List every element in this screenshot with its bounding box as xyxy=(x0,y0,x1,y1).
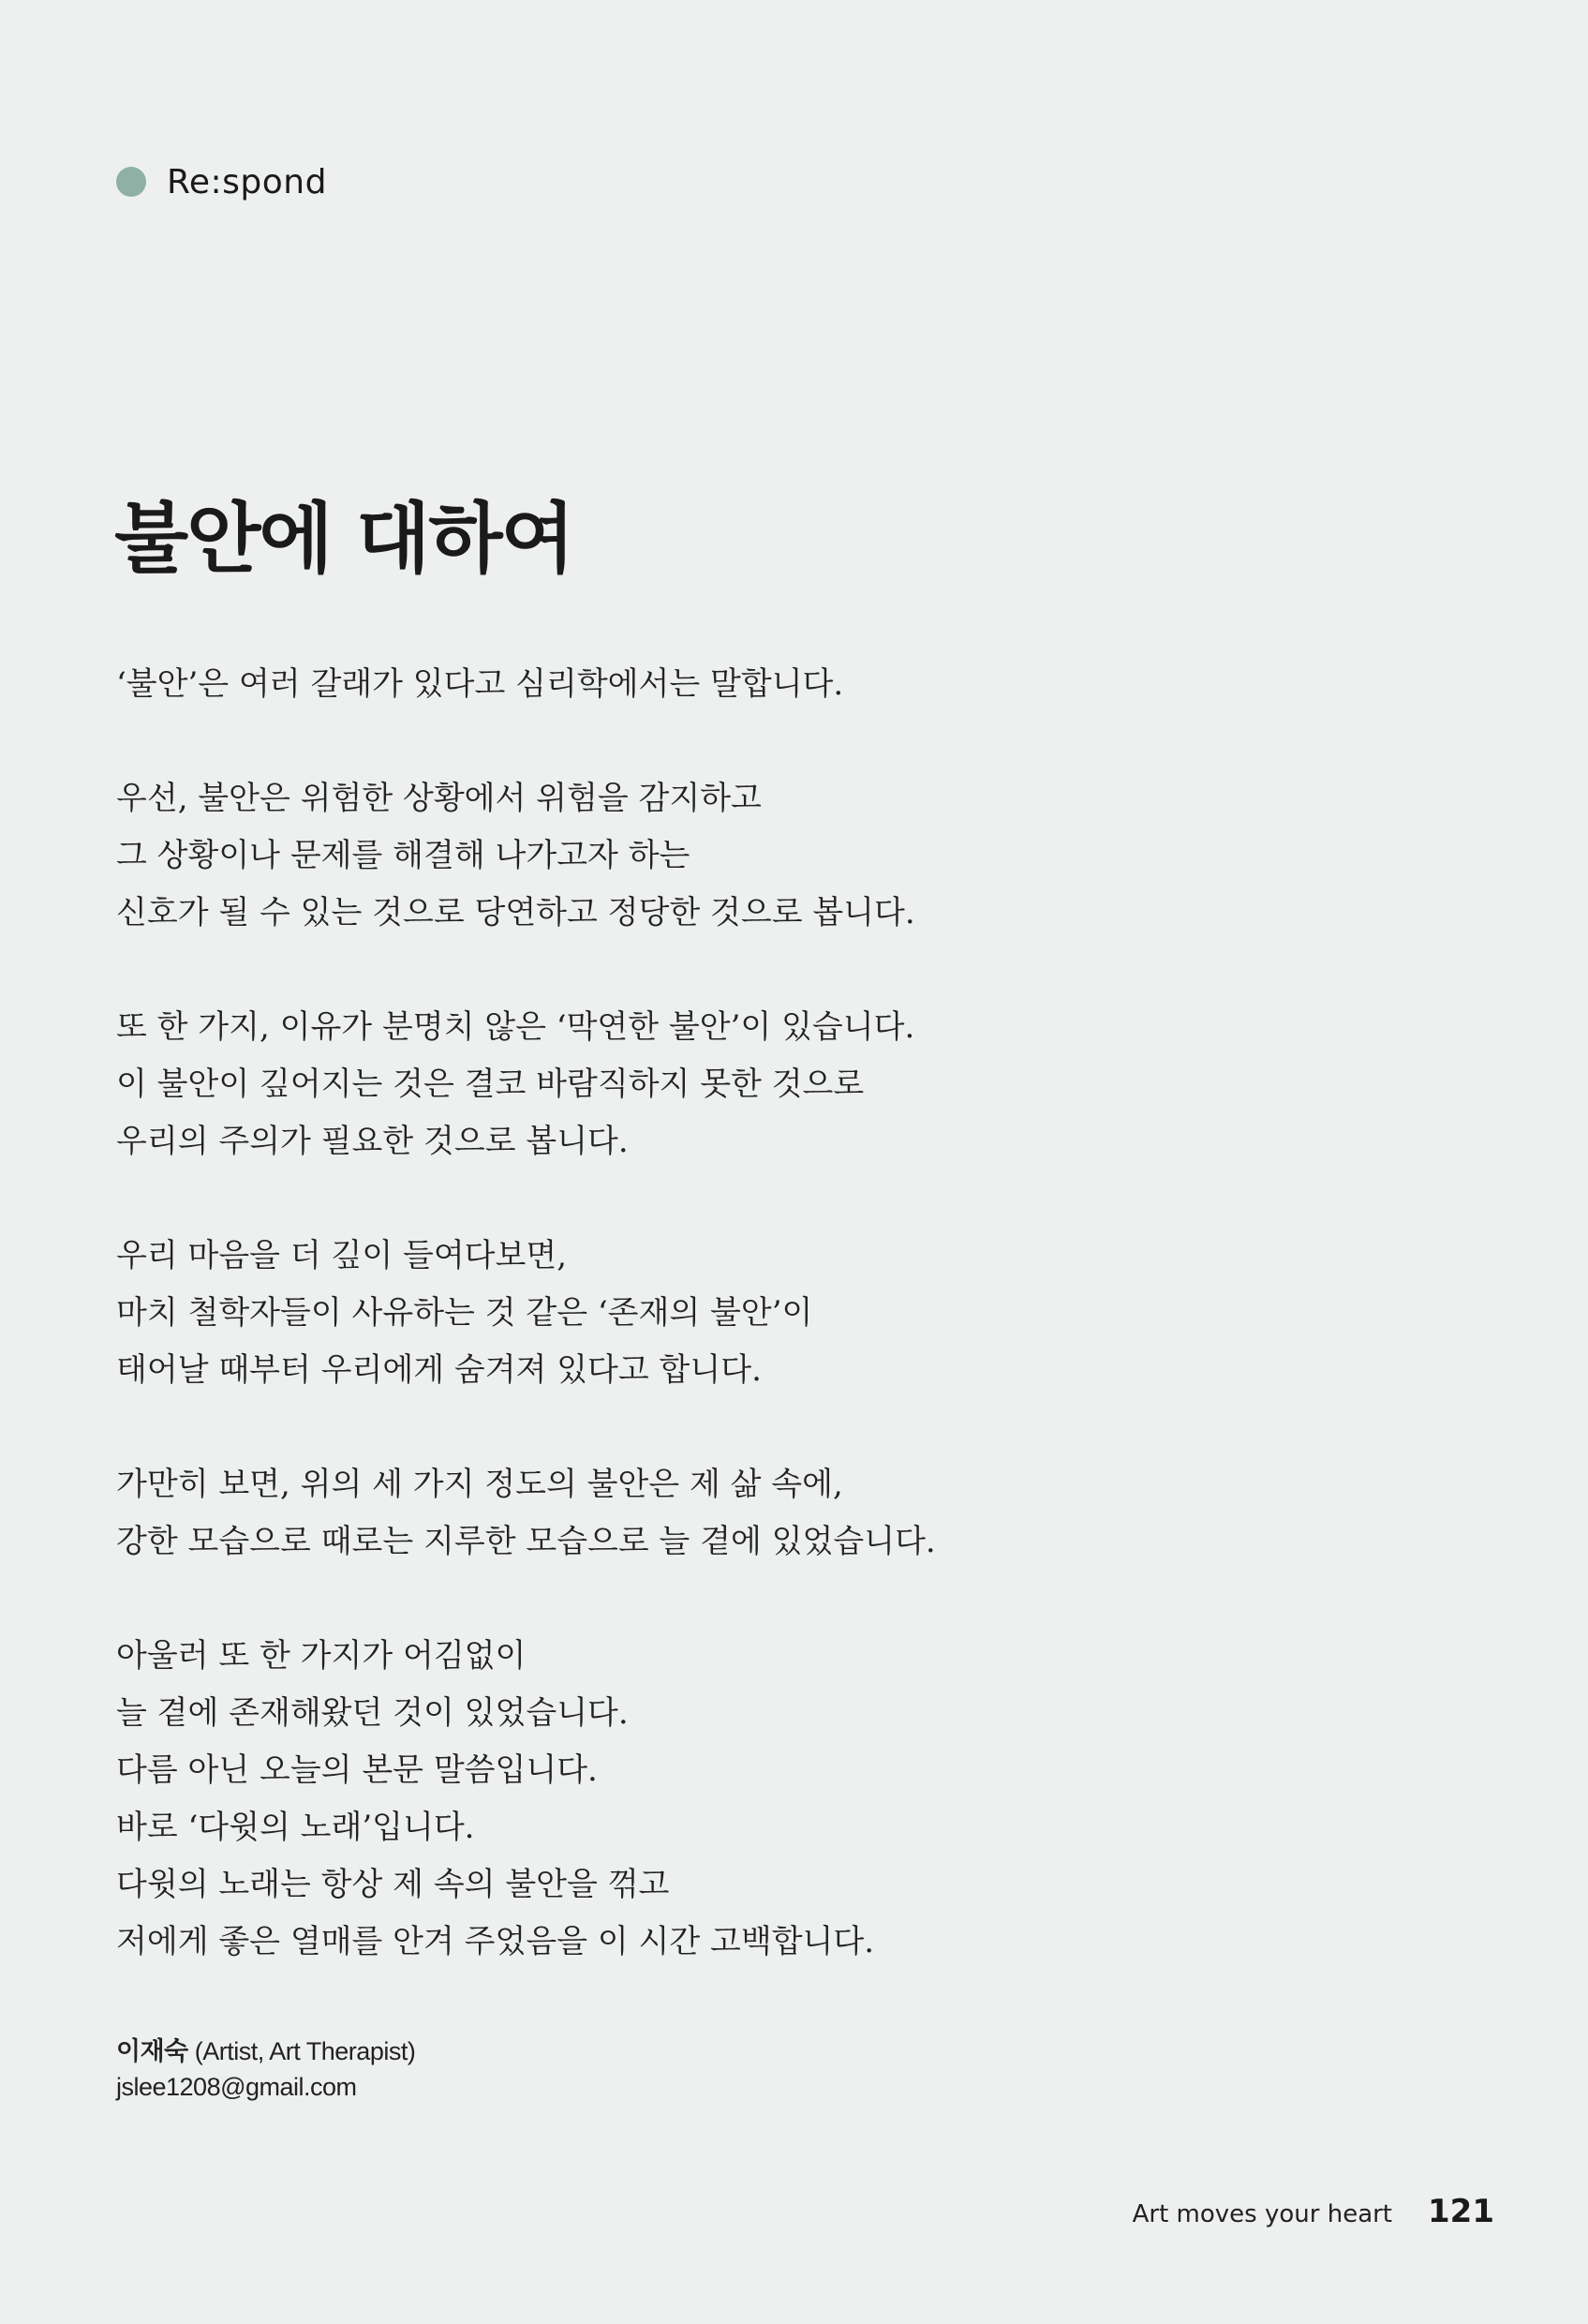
footer-tagline: Art moves your heart xyxy=(1132,2200,1393,2228)
author-byline xyxy=(116,2034,415,2105)
text-line: 또 한 가지, 이유가 분명치 않은 ‘막연한 불안’이 있습니다. xyxy=(116,1008,915,1046)
text-line: 가만히 보면, 위의 세 가지 정도의 불안은 제 삶 속에, xyxy=(116,1466,843,1503)
paragraph xyxy=(116,656,1334,713)
text-line: 다윗의 노래는 항상 제 속의 불안을 꺾고 xyxy=(116,1866,670,1903)
text-line: 늘 곁에 존재해왔던 것이 있었습니다. xyxy=(116,1694,629,1732)
text-line: 태어날 때부터 우리에게 숨겨져 있다고 합니다. xyxy=(116,1351,762,1389)
text-line: 신호가 될 수 있는 것으로 당연하고 정당한 것으로 봅니다. xyxy=(116,894,915,931)
text-line: 우선, 불안은 위험한 상황에서 위험을 감지하고 xyxy=(116,780,762,817)
page-footer xyxy=(1133,2193,1494,2230)
text-line: 다름 아닌 오늘의 본문 말씀입니다. xyxy=(116,1751,598,1789)
article-title: 불안에 대하여 xyxy=(114,494,573,584)
page-number: 121 xyxy=(1428,2193,1494,2230)
author-name: 이재숙 xyxy=(116,2037,188,2065)
text-line: 저에게 좋은 열매를 안겨 주었음을 이 시간 고백합니다. xyxy=(116,1923,875,1960)
paragraph xyxy=(116,1628,1334,1971)
text-line: 강한 모습으로 때로는 지루한 모습으로 늘 곁에 있었습니다. xyxy=(116,1523,936,1560)
section-header xyxy=(116,157,327,206)
article-body xyxy=(116,656,1334,2028)
text-line: 우리의 주의가 필요한 것으로 봅니다. xyxy=(116,1123,629,1160)
paragraph xyxy=(116,1228,1334,1399)
text-line: 아울러 또 한 가지가 어김없이 xyxy=(116,1637,527,1675)
text-line: 마치 철학자들이 사유하는 것 같은 ‘존재의 불안’이 xyxy=(116,1294,813,1332)
text-line: 이 불안이 깊어지는 것은 결코 바람직하지 못한 것으로 xyxy=(116,1065,865,1103)
paragraph xyxy=(116,999,1334,1170)
text-line: ‘불안’은 여러 갈래가 있다고 심리학에서는 말합니다. xyxy=(116,665,844,703)
paragraph xyxy=(116,770,1334,942)
section-label: Re:spond xyxy=(167,162,327,201)
section-dot-icon xyxy=(116,167,146,197)
paragraph xyxy=(116,1456,1334,1571)
text-line: 우리 마음을 더 깊이 들여다보면, xyxy=(116,1237,568,1274)
author-role: (Artist, Art Therapist) xyxy=(194,2037,416,2065)
text-line: 바로 ‘다윗의 노래’입니다. xyxy=(116,1809,475,1846)
author-email: jslee1208@gmail.com xyxy=(116,2073,357,2101)
text-line: 그 상황이나 문제를 해결해 나가고자 하는 xyxy=(116,837,690,874)
